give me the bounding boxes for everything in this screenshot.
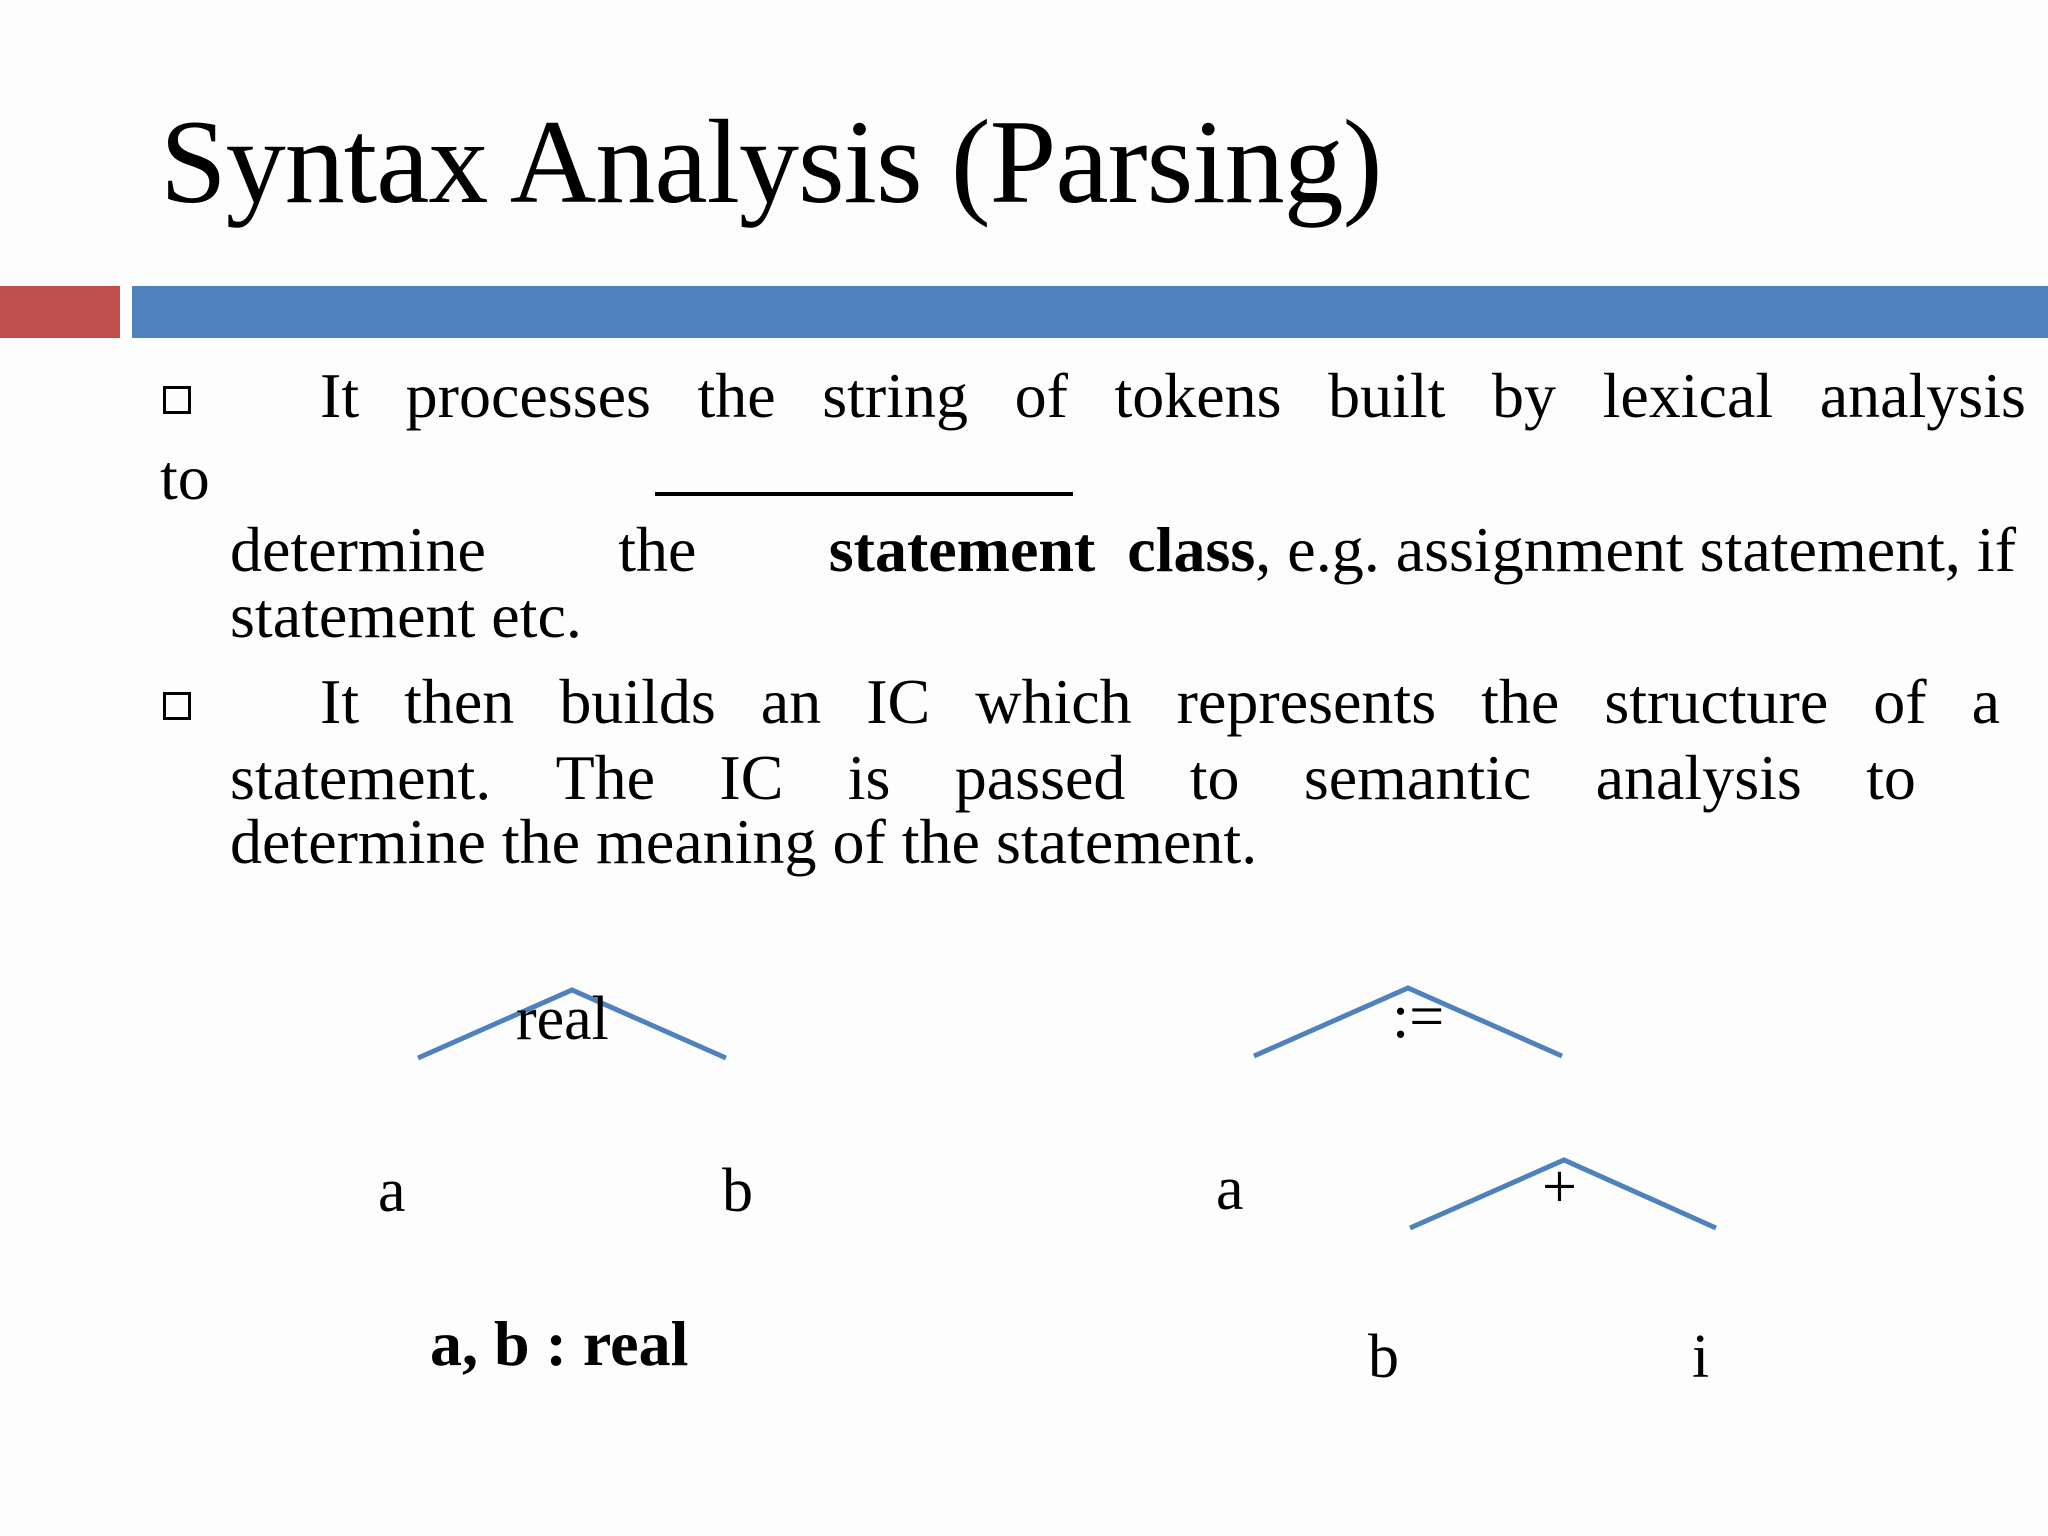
bullet2-line1_words-word: builds: [559, 666, 716, 737]
declaration-caption: a, b : real: [430, 1308, 689, 1379]
bullet1-line1_words-word: It: [320, 360, 360, 431]
class-bold: class: [1127, 514, 1256, 585]
tree2-left-node: a: [1216, 1155, 1244, 1223]
bullet1-line1_words-word: built: [1328, 360, 1446, 431]
bullet2-line2_words-word: is: [847, 742, 891, 813]
bullet2-line2_words-word: to: [1866, 742, 1916, 813]
bullet1-line3-rest: , e.g. assignment statement, if: [1255, 514, 2016, 585]
tree1-right-node: b: [722, 1157, 753, 1225]
subtree-root-node: +: [1542, 1153, 1577, 1221]
tree1-left-node: a: [378, 1157, 406, 1225]
statement-bold: statement: [828, 514, 1096, 585]
bullet1-line1_words-word: processes: [405, 360, 651, 431]
bullet1-line1_words-word: analysis: [1819, 360, 2026, 431]
bullet1-line1_words-word: string: [822, 360, 968, 431]
bullet2-line1_words-word: It: [320, 666, 360, 737]
subtree-right-node: i: [1692, 1323, 1710, 1391]
bullet2-line2_words-word: passed: [954, 742, 1126, 813]
bullet1-line1_words-word: by: [1492, 360, 1556, 431]
bullet1-line3-determine: determine: [230, 514, 486, 585]
tree2-root-node: :=: [1392, 983, 1445, 1051]
bullet2-line2_words-word: statement.: [230, 742, 492, 813]
bullet1-line1_words-word: tokens: [1114, 360, 1282, 431]
bullet2-line1_words-word: which: [975, 666, 1132, 737]
bullet1-line1_words-word: the: [697, 360, 776, 431]
bullet1-line2: to: [160, 442, 210, 513]
bullet2-line2_words-word: to: [1189, 742, 1240, 813]
bullet2-line1_words-word: IC: [866, 666, 931, 737]
bullet1-line1_words-word: lexical: [1602, 360, 1774, 431]
bullet2-line1_words-word: a: [1971, 666, 2000, 737]
subtree-left-node: b: [1368, 1323, 1399, 1391]
bullet2-line1_words-word: of: [1873, 666, 1927, 737]
bullet1-line4: statement etc.: [230, 580, 582, 651]
bullet2-line1_words-word: the: [1481, 666, 1560, 737]
slide-title: Syntax Analysis (Parsing): [160, 95, 1382, 228]
tree1-root-node: real: [516, 985, 609, 1053]
bullet2-line2_words-word: IC: [719, 742, 784, 813]
bullet1-line3-the: the: [618, 514, 697, 585]
bullet2-line2_words-word: analysis: [1595, 742, 1802, 813]
bullet2-line1_words-word: structure: [1604, 666, 1829, 737]
bullet2-line1_words-word: an: [760, 666, 822, 737]
bullet2-line1_words-word: then: [404, 666, 515, 737]
bullet2-line2_words-word: The: [555, 742, 656, 813]
bullet2-line2_words-word: semantic: [1303, 742, 1532, 813]
bullet2-line1_words-word: represents: [1176, 666, 1437, 737]
bullet2-line3: determine the meaning of the statement.: [230, 806, 1258, 877]
bullet1-line1_words-word: of: [1014, 360, 1068, 431]
